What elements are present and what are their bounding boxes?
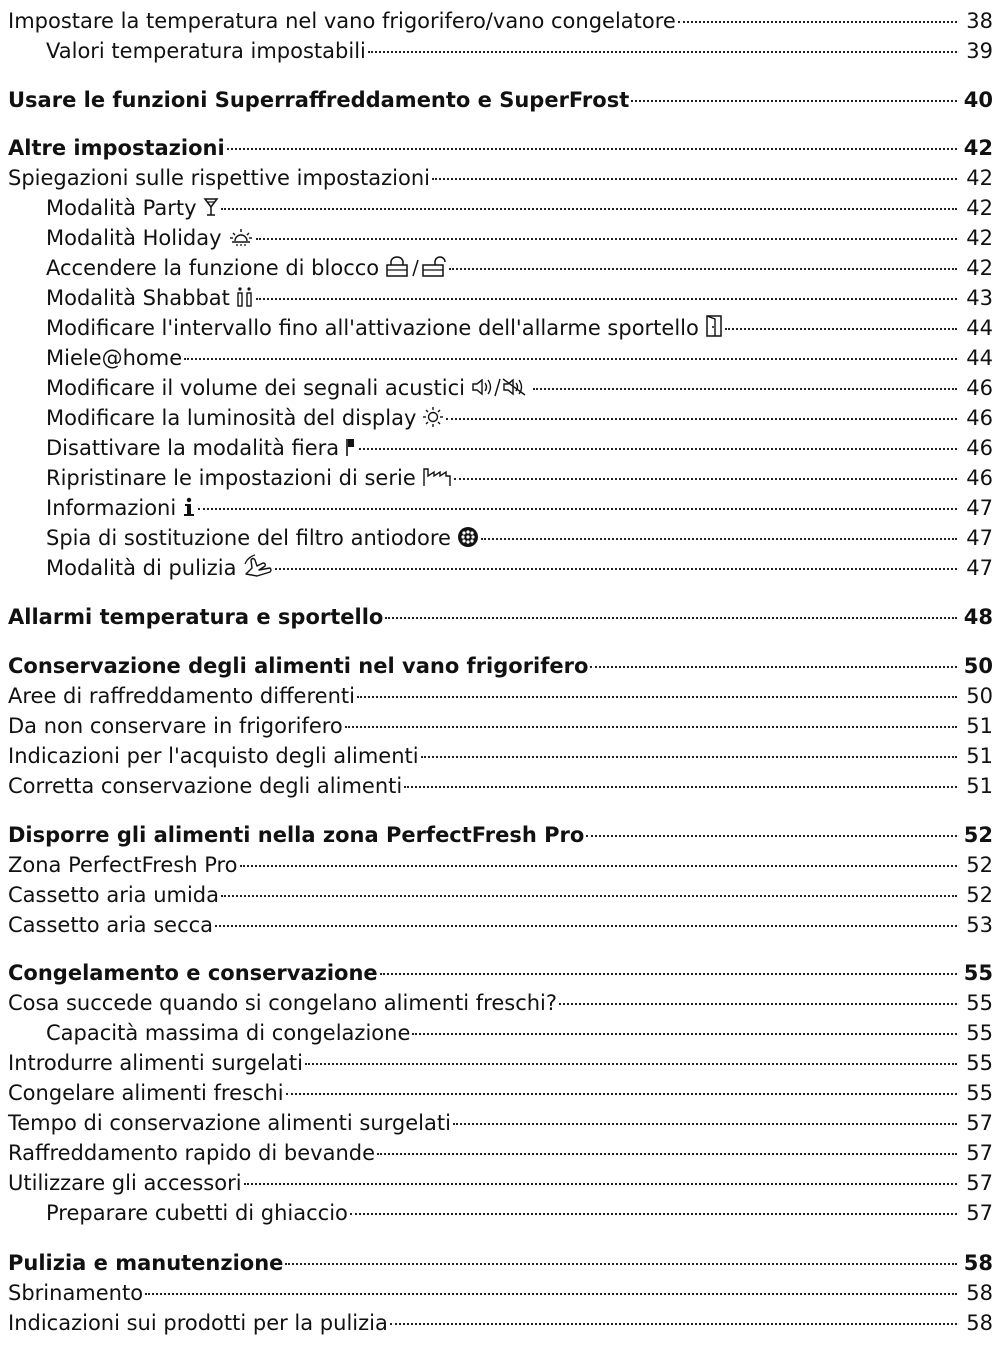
toc-entry-title: Raffreddamento rapido di bevande — [8, 1141, 375, 1165]
dot-leader — [481, 538, 957, 540]
toc-entry[interactable] — [46, 1198, 993, 1228]
toc-entry[interactable] — [8, 602, 993, 632]
toc-entry-title: Pulizia e manutenzione — [8, 1251, 284, 1275]
toc-entry-page-number: 57 — [966, 1171, 993, 1195]
dot-leader — [359, 448, 957, 450]
toc-entry[interactable] — [8, 1248, 993, 1278]
toc-entry[interactable] — [8, 1048, 993, 1078]
toc-entry-title: Da non conservare in frigorifero — [8, 714, 343, 738]
dot-leader — [678, 21, 957, 23]
toc-entry-page-number: 40 — [963, 88, 993, 112]
toc-entry-title: Utilizzare gli accessori — [8, 1171, 242, 1195]
flag-icon — [345, 433, 357, 463]
toc-entry-page-number: 55 — [966, 1051, 993, 1075]
toc-entry[interactable] — [8, 1078, 993, 1108]
toc-entry-page-number: 46 — [966, 436, 993, 460]
toc-entry[interactable] — [46, 313, 993, 343]
toc-entry-title: Conservazione degli alimenti nel vano frigorifero — [8, 654, 589, 678]
dot-leader — [240, 865, 957, 867]
toc-entry[interactable] — [46, 403, 993, 433]
toc-entry[interactable] — [46, 1018, 993, 1048]
toc-entry-title: Modalità Party — [46, 196, 197, 220]
toc-entry[interactable] — [46, 373, 993, 403]
toc-entry[interactable] — [46, 553, 993, 583]
toc-entry-page-number: 47 — [966, 496, 993, 520]
toc-entry-page-number: 46 — [966, 466, 993, 490]
toc-entry-page-number: 52 — [966, 853, 993, 877]
dot-leader — [368, 51, 957, 53]
toc-entry-title: Congelare alimenti freschi — [8, 1081, 284, 1105]
toc-entry-page-number: 55 — [966, 1081, 993, 1105]
toc-entry-title: Cassetto aria umida — [8, 883, 220, 907]
dot-leader — [533, 388, 957, 390]
dot-leader — [198, 508, 957, 510]
sun-icon — [422, 403, 444, 433]
dot-leader — [385, 617, 957, 619]
toc-entry[interactable] — [8, 820, 993, 850]
toc-entry-title: Altre impostazioni — [8, 136, 225, 160]
toc-entry[interactable] — [8, 771, 993, 801]
dot-leader — [446, 418, 957, 420]
toc-entry-title: Capacità massima di congelazione — [46, 1021, 411, 1045]
door-icon — [705, 313, 723, 343]
dot-leader — [631, 100, 957, 102]
toc-entry[interactable] — [8, 133, 993, 163]
toc-entry[interactable] — [8, 1308, 993, 1338]
filter-icon — [457, 523, 479, 553]
toc-entry-page-number: 58 — [963, 1251, 993, 1275]
toc-entry-title: Ripristinare le impostazioni di serie — [46, 466, 416, 490]
dot-leader — [380, 973, 957, 975]
toc-entry-page-number: 57 — [966, 1201, 993, 1225]
cocktail-glass-icon — [203, 193, 219, 223]
dot-leader — [215, 925, 957, 927]
toc-entry[interactable] — [46, 36, 993, 66]
dot-leader — [221, 208, 958, 210]
toc-entry-page-number: 46 — [966, 376, 993, 400]
dot-leader — [449, 268, 957, 270]
toc-entry-page-number: 47 — [966, 526, 993, 550]
toc-entry[interactable] — [8, 910, 993, 940]
toc-entry-page-number: 48 — [963, 605, 993, 629]
padlock-icon — [385, 253, 447, 283]
dot-leader — [421, 756, 957, 758]
dot-leader — [350, 1213, 957, 1215]
toc-entry-title: Spiegazioni sulle rispettive impostazioni — [8, 166, 430, 190]
toc-entry-title: Spia di sostituzione del filtro antiodore — [46, 526, 451, 550]
toc-entry-page-number: 52 — [966, 883, 993, 907]
toc-entry[interactable] — [8, 711, 993, 741]
speaker-icon — [471, 373, 531, 403]
dot-leader — [357, 696, 957, 698]
toc-entry-page-number: 55 — [966, 1021, 993, 1045]
dot-leader — [559, 1003, 957, 1005]
toc-entry-page-number: 44 — [966, 316, 993, 340]
toc-entry[interactable] — [46, 433, 993, 463]
toc-entry-page-number: 51 — [966, 774, 993, 798]
toc-entry-title: Modalità di pulizia — [46, 556, 237, 580]
toc-entry[interactable] — [46, 523, 993, 553]
dot-leader — [586, 835, 957, 837]
toc-entry-page-number: 58 — [966, 1311, 993, 1335]
toc-entry-page-number: 42 — [966, 196, 993, 220]
dot-leader — [345, 726, 957, 728]
toc-entry-page-number: 51 — [966, 714, 993, 738]
toc-entry-page-number: 55 — [963, 961, 993, 985]
cleaning-hand-icon — [243, 553, 273, 583]
toc-entry-title: Modalità Holiday — [46, 226, 222, 250]
toc-entry-title: Modificare la luminosità del display — [46, 406, 417, 430]
toc-entry-title: Accendere la funzione di blocco — [46, 256, 380, 280]
toc-entry-title: Usare le funzioni Superraffreddamento e SuperFrost — [8, 88, 630, 112]
sunset-icon — [228, 223, 254, 253]
toc-entry[interactable] — [46, 493, 993, 523]
dot-leader — [184, 358, 957, 360]
toc-entry-page-number: 57 — [966, 1141, 993, 1165]
toc-entry-title: Tempo di conservazione alimenti surgelati — [8, 1111, 451, 1135]
dot-leader — [390, 1323, 957, 1325]
dot-leader — [256, 298, 957, 300]
dot-leader — [454, 478, 957, 480]
dot-leader — [285, 1263, 957, 1265]
dot-leader — [432, 178, 957, 180]
toc-entry-page-number: 52 — [963, 823, 993, 847]
toc-entry[interactable] — [8, 880, 993, 910]
dot-leader — [725, 328, 957, 330]
dot-leader — [145, 1293, 957, 1295]
toc-entry-title: Indicazioni per l'acquisto degli alimenti — [8, 744, 419, 768]
toc-entry-title: Impostare la temperatura nel vano frigorifero/vano congelatore — [8, 9, 676, 33]
toc-entry[interactable] — [46, 463, 993, 493]
toc-entry[interactable] — [8, 1108, 993, 1138]
dot-leader — [412, 1033, 957, 1035]
toc-entry-title: Valori temperatura impostabili — [46, 39, 366, 63]
toc-entry[interactable] — [8, 651, 993, 681]
dot-leader — [404, 786, 957, 788]
toc-entry[interactable] — [46, 253, 993, 283]
toc-entry-title: Zona PerfectFresh Pro — [8, 853, 238, 877]
toc-entry-title: Congelamento e conservazione — [8, 961, 378, 985]
dot-leader — [377, 1153, 957, 1155]
toc-entry-page-number: 42 — [966, 166, 993, 190]
toc-entry-title: Indicazioni sui prodotti per la pulizia — [8, 1311, 388, 1335]
toc-entry-title: Disporre gli alimenti nella zona PerfectFresh Pro — [8, 823, 585, 847]
toc-entry-page-number: 42 — [966, 226, 993, 250]
toc-entry[interactable] — [46, 223, 993, 253]
toc-entry-page-number: 39 — [966, 39, 993, 63]
toc-entry-title: Modificare l'intervallo fino all'attivazione dell'allarme sportello — [46, 316, 699, 340]
toc-entry-title: Introdurre alimenti surgelati — [8, 1051, 303, 1075]
toc-entry[interactable] — [8, 741, 993, 771]
toc-entry-page-number: 42 — [963, 136, 993, 160]
toc-entry-title: Cassetto aria secca — [8, 913, 214, 937]
dot-leader — [221, 895, 957, 897]
toc-entry-page-number: 44 — [966, 346, 993, 370]
toc-entry[interactable] — [8, 958, 993, 988]
dot-leader — [590, 666, 957, 668]
dot-leader — [305, 1063, 957, 1065]
toc-entry-title: Disattivare la modalità fiera — [46, 436, 340, 460]
info-icon — [182, 493, 196, 523]
toc-entry-title: Sbrinamento — [8, 1281, 144, 1305]
toc-entry-page-number: 50 — [966, 684, 993, 708]
toc-entry[interactable] — [46, 193, 993, 223]
candles-icon — [236, 283, 254, 313]
factory-icon — [422, 463, 452, 493]
toc-entry[interactable] — [8, 988, 993, 1018]
toc-entry-title: Modalità Shabbat — [46, 286, 230, 310]
toc-entry-page-number: 57 — [966, 1111, 993, 1135]
dot-leader — [453, 1123, 957, 1125]
toc-entry-page-number: 55 — [966, 991, 993, 1015]
toc-entry[interactable] — [8, 1168, 993, 1198]
toc-entry-page-number: 38 — [966, 9, 993, 33]
toc-entry-page-number: 43 — [966, 286, 993, 310]
toc-entry[interactable] — [8, 1138, 993, 1168]
toc-entry[interactable] — [8, 85, 993, 115]
toc-entry[interactable] — [8, 6, 993, 36]
toc-entry[interactable] — [8, 1278, 993, 1308]
toc-entry-page-number: 50 — [963, 654, 993, 678]
toc-entry[interactable] — [8, 681, 993, 711]
toc-entry-title: Miele@home — [46, 346, 183, 370]
toc-entry-title: Modificare il volume dei segnali acustici — [46, 376, 465, 400]
toc-entry-page-number: 53 — [966, 913, 993, 937]
toc-entry-title: Allarmi temperatura e sportello — [8, 605, 384, 629]
toc-entry[interactable] — [46, 283, 993, 313]
dot-leader — [256, 238, 957, 240]
toc-entry-title: Corretta conservazione degli alimenti — [8, 774, 403, 798]
toc-entry-page-number: 47 — [966, 556, 993, 580]
toc-entry-title: Cosa succede quando si congelano alimenti freschi? — [8, 991, 558, 1015]
dot-leader — [286, 1093, 957, 1095]
toc-entry-page-number: 58 — [966, 1281, 993, 1305]
dot-leader — [275, 568, 958, 570]
toc-entry-title: Aree di raffreddamento differenti — [8, 684, 355, 708]
toc-entry[interactable] — [8, 850, 993, 880]
toc-entry[interactable] — [8, 163, 993, 193]
dot-leader — [244, 1183, 957, 1185]
toc-entry-page-number: 46 — [966, 406, 993, 430]
toc-entry-title: Informazioni — [46, 496, 177, 520]
toc-entry-page-number: 42 — [966, 256, 993, 280]
toc-entry-title: Preparare cubetti di ghiaccio — [46, 1201, 348, 1225]
toc-entry-page-number: 51 — [966, 744, 993, 768]
dot-leader — [227, 148, 957, 150]
toc-entry[interactable] — [46, 343, 993, 373]
